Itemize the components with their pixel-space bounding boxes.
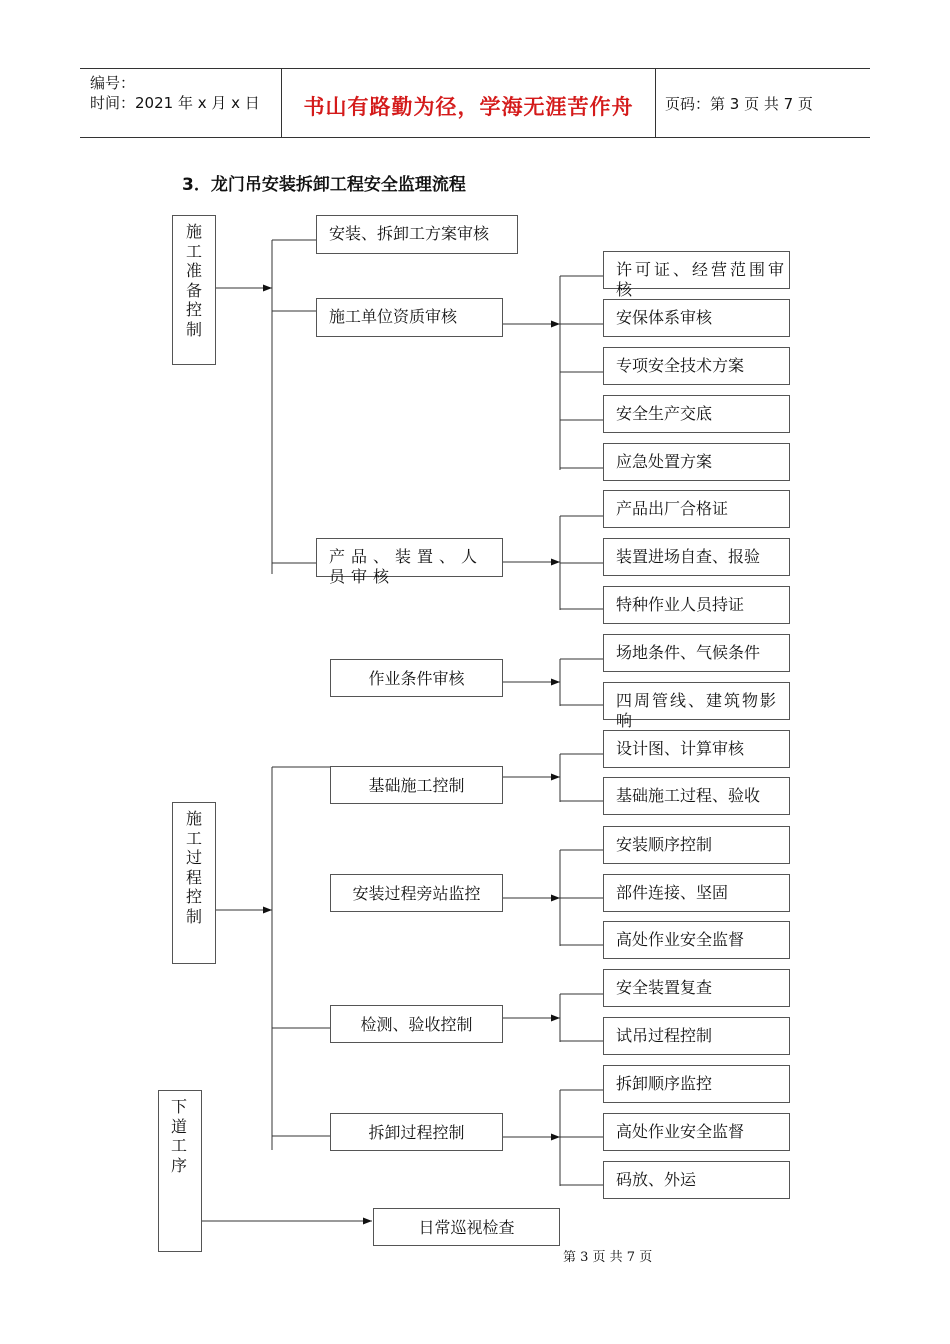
next-char: 工 [171, 1136, 188, 1155]
next-process-box [158, 1090, 202, 1252]
prep-char: 制 [185, 319, 202, 339]
install-order-box: 安装顺序控制 [603, 826, 790, 864]
high-work-2-box: 高处作业安全监督 [603, 1113, 790, 1151]
dismantle-order-box: 拆卸顺序监控 [603, 1065, 790, 1103]
next-char: 道 [171, 1116, 188, 1136]
surroundings-box: 四周管线、建筑物影响 [603, 682, 790, 720]
process-char: 控 [185, 887, 202, 906]
inspection-box: 检测、验收控制 [330, 1005, 503, 1043]
qualification-box: 施工单位资质审核 [316, 298, 503, 337]
dismantle-control-box: 拆卸过程控制 [330, 1113, 503, 1151]
motto: 书山有路勤为径，学海无涯苦作舟 [303, 95, 634, 119]
process-char: 制 [185, 906, 202, 926]
prep-char: 准 [185, 261, 202, 280]
prep-char: 施 [185, 222, 202, 241]
next-char: 序 [171, 1155, 188, 1175]
page-footer: 第 3 页 共 7 页 [563, 1250, 653, 1265]
install-watch-box: 安装过程旁站监控 [330, 874, 503, 912]
special-staff-box: 特种作业人员持证 [603, 586, 790, 624]
high-work-box: 高处作业安全监督 [603, 921, 790, 959]
emergency-plan-box: 应急处置方案 [603, 443, 790, 481]
license-review-box: 许可证、经营范围审核 [603, 251, 790, 289]
process-control-box [172, 802, 216, 964]
section-title: 3．龙门吊安装拆卸工程安全监理流程 [182, 175, 466, 195]
foundation-accept-box: 基础施工过程、验收 [603, 777, 790, 815]
parts-connect-box: 部件连接、坚固 [603, 874, 790, 912]
safety-briefing-box: 安全生产交底 [603, 395, 790, 433]
site-weather-box: 场地条件、气候条件 [603, 634, 790, 672]
plan-review-box: 安装、拆卸工方案审核 [316, 215, 518, 254]
prep-char: 工 [185, 241, 202, 261]
page-number-label: 页码：第 3 页 共 7 页 [665, 95, 813, 113]
safety-system-box: 安保体系审核 [603, 299, 790, 337]
prep-control-box [172, 215, 216, 365]
process-char: 工 [185, 828, 202, 848]
special-plan-box: 专项安全技术方案 [603, 347, 790, 385]
process-char: 程 [185, 867, 202, 887]
device-check-box: 装置进场自查、报验 [603, 538, 790, 576]
time-label: 时间：2021 年 x 月 x 日 [90, 94, 260, 112]
next-char: 下 [171, 1097, 188, 1116]
product-review-box: 产品、装置、人员审核 [316, 538, 503, 577]
foundation-control-box: 基础施工控制 [330, 766, 503, 804]
process-char: 过 [185, 848, 202, 867]
number-label: 编号： [90, 74, 136, 92]
condition-review-box: 作业条件审核 [330, 659, 503, 697]
prep-char: 控 [185, 300, 202, 319]
daily-patrol-box: 日常巡视检查 [373, 1208, 560, 1246]
stack-transport-box: 码放、外运 [603, 1161, 790, 1199]
safety-recheck-box: 安全装置复查 [603, 969, 790, 1007]
design-calc-box: 设计图、计算审核 [603, 730, 790, 768]
certificate-box: 产品出厂合格证 [603, 490, 790, 528]
trial-lift-box: 试吊过程控制 [603, 1017, 790, 1055]
process-char: 施 [185, 809, 202, 828]
prep-char: 备 [185, 280, 202, 300]
